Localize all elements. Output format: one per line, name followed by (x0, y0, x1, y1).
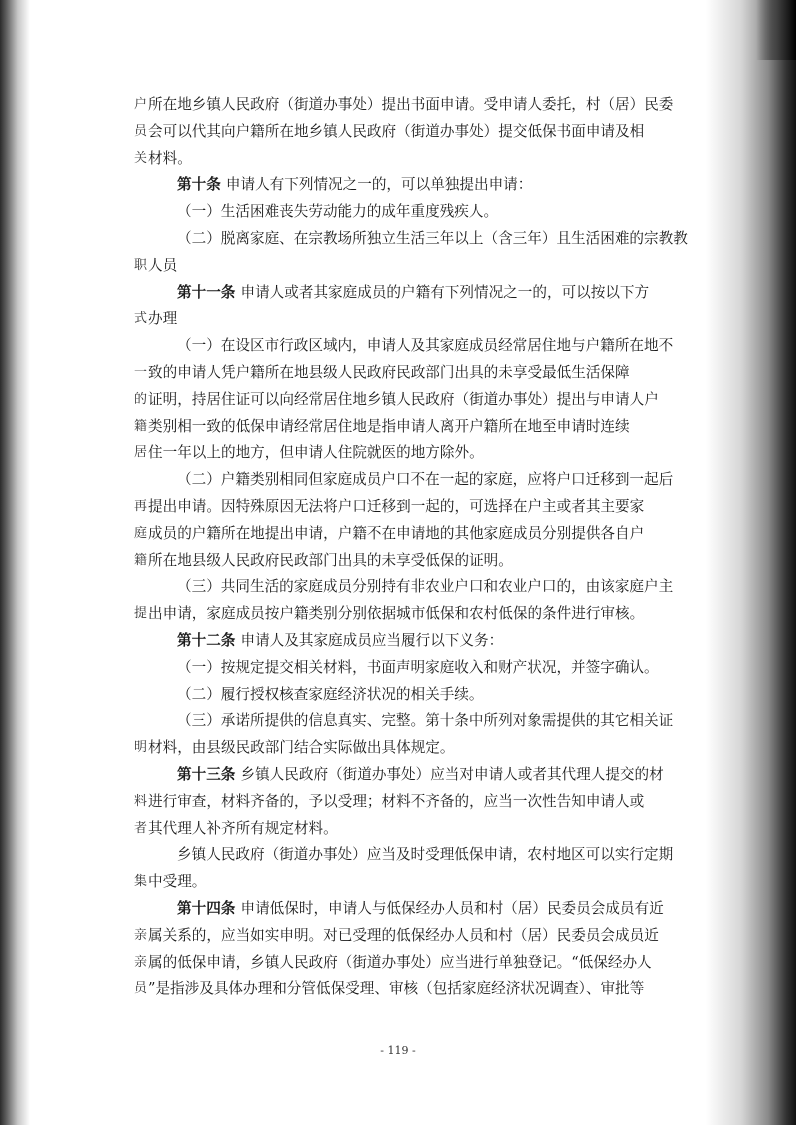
line-text: （一）按规定提交相关材料，书面声明家庭收入和财产状况，并签字确认。 (177, 658, 659, 676)
line-text: 出申请，家庭成员按户籍类别分别依据城市低保和农村低保的条件进行审核。 (148, 605, 645, 623)
text-line (134, 521, 723, 548)
text-line (148, 842, 723, 869)
line-text: 人员 (148, 256, 178, 274)
line-text: （三）承诺所提供的信息真实、完整。第十条中所列对象需提供的其它相关证 (177, 712, 674, 730)
line-text: 成员的户籍所在地提出申请，户籍不在申请地的其他家庭成员分别提供各自户 (148, 524, 645, 542)
line-text: 类别相一致的低保申请经常居住地是指申请人离开户籍所在地至申请时连续 (148, 417, 630, 435)
text-line (148, 467, 723, 494)
margin-char: 庭 (134, 525, 148, 541)
text-line (134, 92, 723, 119)
line-text: 进行审查，材料齐备的，予以受理；材料不齐备的，应当一次性告知申请人或 (148, 792, 645, 810)
margin-char: 员 (134, 981, 148, 997)
text-line (148, 172, 723, 199)
scan-shadow-left (0, 0, 30, 1125)
line-text: 会可以代其向户籍所在地乡镇人民政府（街道办事处）提交低保书面申请及相 (148, 122, 645, 140)
line-text: 材料。 (148, 149, 192, 167)
text-line (134, 253, 723, 280)
line-text: 申请低保时，申请人与低保经办人员和村（居）民委员会成员有近 (240, 899, 664, 917)
line-text: 所在地乡镇人民政府（街道办事处）提出书面申请。受申请人委托，村（居）民委 (148, 96, 674, 113)
margin-char: 籍 (134, 552, 148, 568)
line-text: ”是指涉及具体办理和分管低保受理、审核（包括家庭经济状况调查）、审批等 (148, 980, 645, 998)
line-text: 所在地县级人民政府民政部门出具的未享受低保的证明。 (148, 551, 513, 569)
line-text: （二）户籍类别相同但家庭成员户口不在一起的家庭，应将户口迁移到一起后 (177, 471, 674, 489)
text-line (148, 226, 723, 253)
text-line (134, 119, 723, 146)
text-line (134, 440, 723, 467)
line-text: 证明，持居住证可以向经常居住地乡镇人民政府（街道办事处）提出与申请人户 (148, 390, 659, 408)
text-line (134, 601, 723, 628)
line-text: 中受理。 (148, 873, 207, 891)
margin-char: 的 (134, 391, 148, 407)
text-line (148, 574, 723, 601)
line-text: 住一年以上的地方，但申请人住院就医的地方除外。 (148, 444, 484, 462)
line-text: 提出申请。因特殊原因无法将户口迁移到一起的，可选择在户主或者其主要家 (148, 497, 645, 515)
text-line (148, 199, 723, 226)
text-line (134, 387, 723, 414)
line-text: （三）共同生活的家庭成员分别持有非农业户口和农业户口的，由该家庭户主 (177, 578, 674, 596)
margin-char: 户 (134, 97, 148, 112)
text-line (148, 280, 723, 307)
margin-char: 亲 (134, 927, 148, 943)
article-heading: 第十一条 (177, 283, 241, 301)
text-line (148, 708, 723, 735)
margin-char: 式 (134, 311, 148, 327)
margin-char: 亲 (134, 954, 148, 970)
text-line (134, 146, 723, 173)
margin-char: 关 (134, 150, 148, 166)
line-text: 办理 (148, 310, 178, 328)
line-text: 申请人及其家庭成员应当履行以下义务： (240, 631, 504, 649)
scan-shadow-corner (756, 0, 796, 60)
line-text: （一）生活困难丧失劳动能力的成年重度残疾人。 (177, 203, 499, 221)
text-line (134, 548, 723, 575)
line-text: 乡镇人民政府（街道办事处）应当对申请人或者其代理人提交的材 (240, 765, 664, 783)
line-text: 属关系的，应当如实申明。对已受理的低保经办人员和村（居）民委员会成员近 (148, 926, 659, 944)
margin-char: 料 (134, 793, 148, 809)
text-line (148, 896, 723, 923)
text-line (148, 762, 723, 789)
margin-char: 者 (134, 820, 148, 836)
article-heading: 第十三条 (177, 765, 241, 783)
text-line (148, 333, 723, 360)
line-text: 致的申请人凭户籍所在地县级人民政府民政部门出具的未享受最低生活保障 (148, 363, 630, 381)
text-line (134, 976, 723, 1003)
page-number: - 119 - (380, 1044, 416, 1057)
text-line (148, 628, 723, 655)
margin-char: 一 (134, 364, 148, 380)
text-line (134, 950, 723, 977)
line-text: （二）脱离家庭、在宗教场所独立生活三年以上（含三年）且生活困难的宗教教 (177, 229, 688, 247)
margin-char: 居 (134, 445, 148, 461)
text-line (134, 789, 723, 816)
line-text: 乡镇人民政府（街道办事处）应当及时受理低保申请，农村地区可以实行定期 (177, 846, 674, 864)
line-text: 申请人或者其家庭成员的户籍有下列情况之一的，可以按以下方 (240, 283, 650, 301)
margin-char: 再 (134, 498, 148, 514)
text-line (134, 816, 723, 843)
text-line (148, 682, 723, 709)
line-text: 材料，由县级民政部门结合实际做出具体规定。 (148, 739, 455, 757)
text-line (134, 494, 723, 521)
text-line (134, 306, 723, 333)
margin-char: 明 (134, 740, 148, 756)
margin-char: 集 (134, 874, 148, 890)
text-line (134, 360, 723, 387)
line-text: 其代理人补齐所有规定材料。 (148, 819, 338, 837)
line-text: （一）在设区市行政区域内，申请人及其家庭成员经常居住地与户籍所在地不 (177, 337, 674, 355)
line-text: 属的低保申请，乡镇人民政府（街道办事处）应当进行单独登记。“低保经办人 (148, 953, 652, 971)
margin-char: 员 (134, 123, 148, 139)
text-line (134, 414, 723, 441)
article-heading: 第十条 (177, 176, 226, 194)
document-body (134, 92, 723, 1003)
margin-char: 职 (134, 257, 148, 273)
margin-char: 提 (134, 606, 148, 622)
line-text: 申请人有下列情况之一的，可以单独提出申请： (225, 176, 533, 194)
text-line (134, 869, 723, 896)
article-heading: 第十二条 (177, 631, 241, 649)
article-heading: 第十四条 (177, 899, 241, 917)
line-text: （二）履行授权核查家庭经济状况的相关手续。 (177, 685, 484, 703)
text-line (134, 735, 723, 762)
text-line (134, 923, 723, 950)
margin-char: 籍 (134, 418, 148, 434)
text-line (148, 655, 723, 682)
